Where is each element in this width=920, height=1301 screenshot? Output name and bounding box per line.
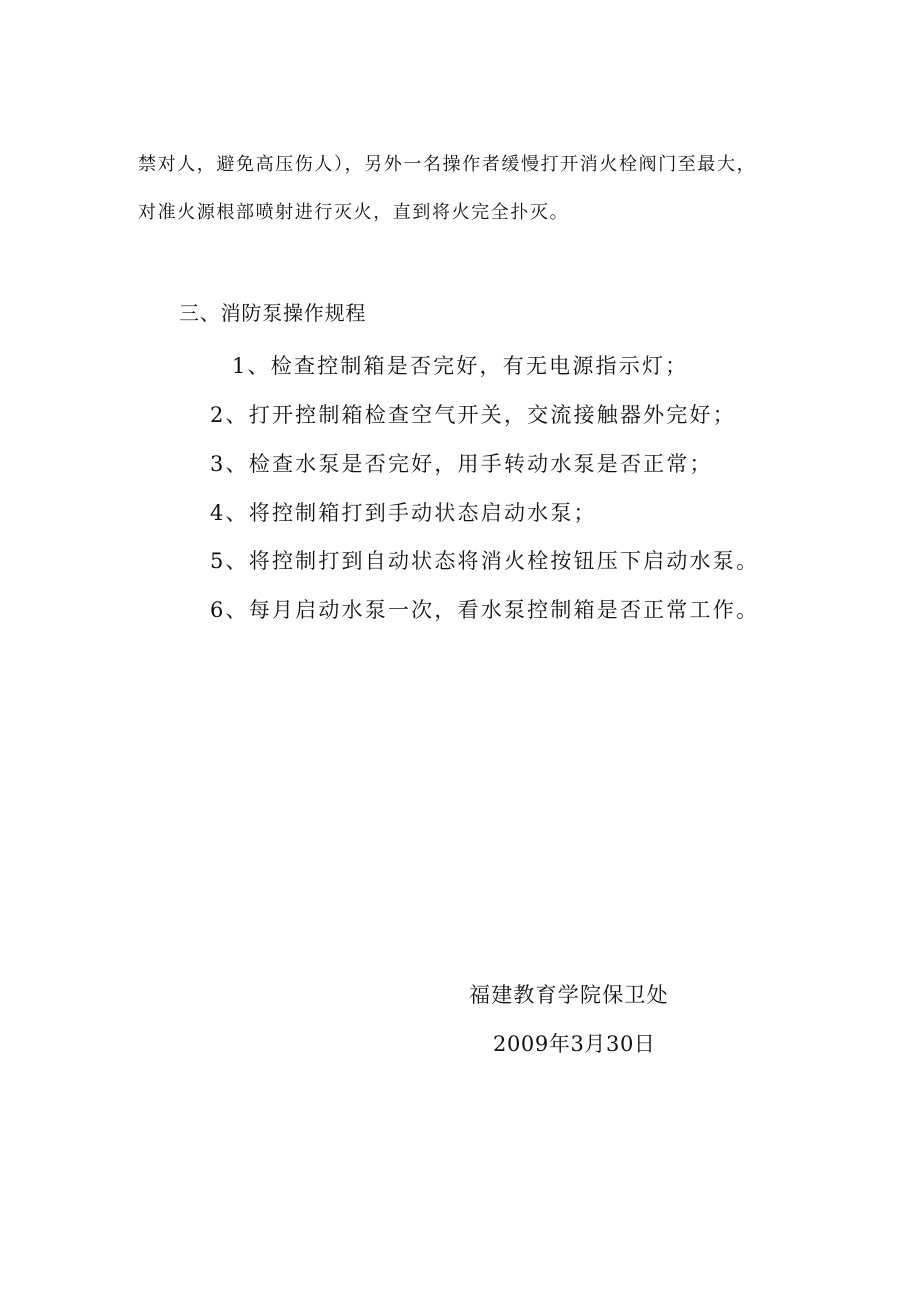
procedure-step-2: 2、打开控制箱检查空气开关，交流接触器外完好； xyxy=(210,403,736,427)
section-heading: 三、消防泵操作规程 xyxy=(179,301,367,325)
intro-line-2: 对准火源根部喷射进行灭火，直到将火完全扑灭。 xyxy=(138,202,570,223)
signature-date: 2009年3月30日 xyxy=(493,1032,656,1056)
procedure-step-4: 4、将控制箱打到手动状态启动水泵； xyxy=(210,501,597,525)
procedure-step-1: 1、检查控制箱是否完好，有无电源指示灯； xyxy=(232,354,689,378)
procedure-step-6: 6、每月启动水泵一次，看水泵控制箱是否正常工作。 xyxy=(210,598,760,622)
intro-line-1: 禁对人，避免高压伤人），另外一名操作者缓慢打开消火栓阀门至最大， xyxy=(138,154,757,175)
procedure-step-5: 5、将控制打到自动状态将消火栓按钮压下启动水泵。 xyxy=(210,549,760,573)
procedure-step-3: 3、检查水泵是否完好，用手转动水泵是否正常； xyxy=(210,452,713,476)
signature-organization: 福建教育学院保卫处 xyxy=(469,983,669,1007)
